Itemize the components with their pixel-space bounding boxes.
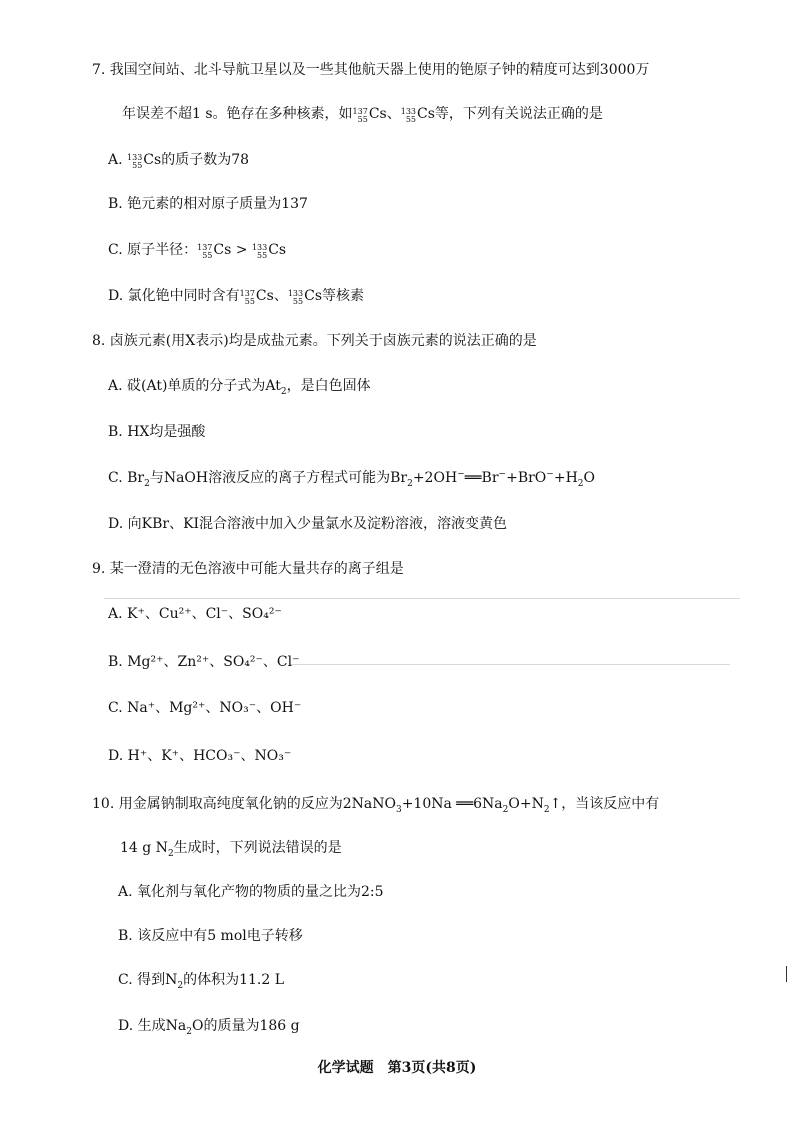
- q7-option-b: B. 铯元素的相对原子质量为137: [108, 196, 308, 212]
- q9-option-d: D. H⁺、K⁺、HCO₃⁻、NO₃⁻: [108, 748, 292, 764]
- q8-stem: 8. 卤族元素(用X表示)均是成盐元素。下列关于卤族元素的说法正确的是: [92, 333, 537, 349]
- page-footer: 化学试题 第3页(共8页): [317, 1060, 477, 1076]
- q9-stem: 9. 某一澄清的无色溶液中可能大量共存的离子组是: [92, 561, 404, 577]
- q7-option-c: C. 原子半径： 137 55 Cs > 133 55 Cs: [108, 242, 287, 260]
- q8-option-c: C. $Br_2$与NaOH溶液反应的离子方程式可能为$Br_2+2OH^-══Br^-+BrO^-+H_2O$: [108, 469, 596, 489]
- q10-stem-line2: 14 g $N_2$生成时，下列说法错误的是: [120, 840, 342, 859]
- q8-option-a: A. 砹(At)单质的分子式为$At_2$，是白色固体: [108, 378, 371, 397]
- scan-artifact-line: [290, 664, 730, 665]
- q10-option-d: D. 生成$Na_2O$的质量为186 g: [118, 1018, 300, 1037]
- isotope-cs137: 137 55: [352, 107, 368, 124]
- q10-stem-line1: 10. 用金属钠制取高纯度氧化钠的反应为2NaNO$_3$+10Na $══6Na_2O+N_2↑$，当该反应中有: [92, 796, 660, 815]
- scan-artifact-line: [104, 598, 740, 599]
- margin-mark: [786, 966, 787, 982]
- q7-stem-line1: 7. 我国空间站、北斗导航卫星以及一些其他航天器上使用的铯原子钟的精度可达到3000万: [92, 62, 650, 78]
- q8-option-d: D. 向KBr、KI混合溶液中加入少量氯水及淀粉溶液，溶液变黄色: [108, 516, 508, 532]
- q7-option-a: A. 133 55 Cs的质子数为78: [108, 152, 250, 170]
- q7-option-d: D. 氯化铯中同时含有 137 55 Cs、 133 55 Cs等核素: [108, 288, 365, 306]
- q9-option-b: B. Mg²⁺、Zn²⁺、SO₄²⁻、Cl⁻: [108, 654, 300, 670]
- q7-stem-line2: 年误差不超1 s。铯存在多种核素，如 137 55 Cs、 133 55 Cs等，下列有关说法正确的是: [122, 106, 603, 124]
- q9-option-c: C. Na⁺、Mg²⁺、NO₃⁻、OH⁻: [108, 700, 302, 716]
- q10-option-c: C. 得到$N_2$的体积为11.2 L: [118, 972, 285, 991]
- q9-option-a: A. K⁺、Cu²⁺、Cl⁻、SO₄²⁻: [108, 606, 282, 622]
- q8-option-b: B. HX均是强酸: [108, 424, 206, 440]
- q10-option-a: A. 氧化剂与氧化产物的物质的量之比为2:5: [118, 884, 384, 900]
- isotope-cs133: 133 55: [400, 107, 417, 124]
- q10-option-b: B. 该反应中有5 mol电子转移: [118, 928, 303, 944]
